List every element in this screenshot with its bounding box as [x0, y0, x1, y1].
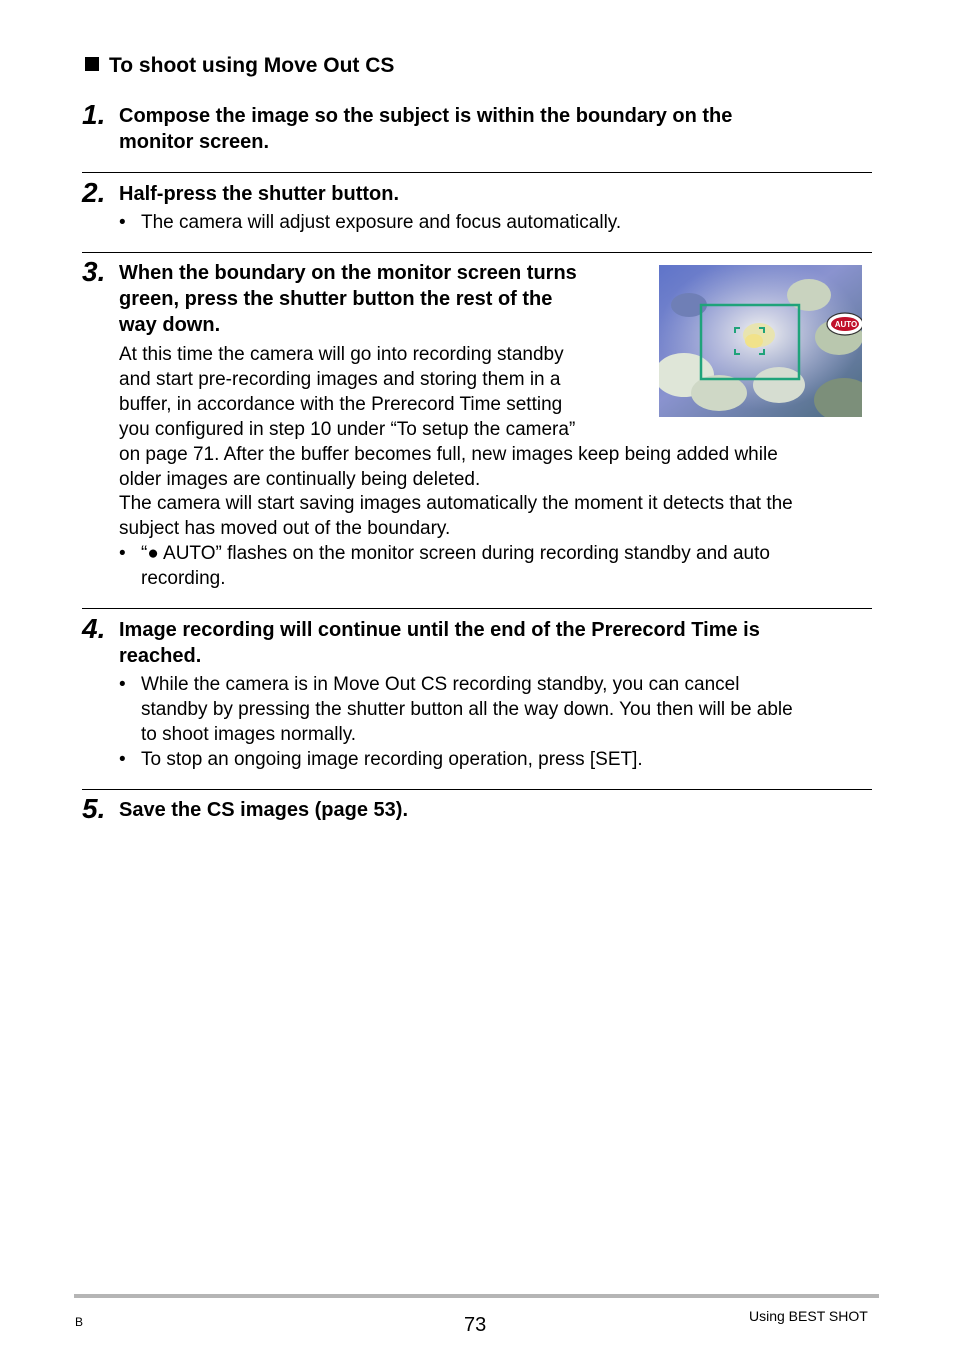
step-4-number: 4.: [82, 613, 106, 644]
square-bullet-icon: [85, 57, 99, 71]
footer-left-label: B: [75, 1315, 84, 1329]
step-3-paragraph-1: At this time the camera will go into recording standby and start pre-recording images and storing them in a buffer, in accordance with the Prerecord Time setting you configured in step 10 under “To setup the camera” on page 71. After the buffer becomes full, new images keep being added while older images are continually being deleted.: [119, 344, 778, 490]
step-4-bullet-2: • To stop an ongoing image recording operation, press [SET].: [119, 749, 643, 770]
step-divider: [82, 252, 872, 253]
footer-section-label: Using BEST SHOT: [749, 1308, 868, 1324]
step-1-number: 1.: [82, 99, 106, 130]
footer-divider: [74, 1294, 879, 1298]
section-title: To shoot using Move Out CS: [109, 54, 395, 77]
step-3-number: 3.: [82, 256, 106, 287]
step-2-title: Half-press the shutter button.: [119, 183, 400, 205]
step-3-bullet: • “● AUTO” flashes on the monitor screen during recording standby and auto recording.: [119, 543, 770, 589]
step-5-number: 5.: [82, 793, 106, 824]
page-number: 73: [464, 1314, 487, 1336]
step-2-number: 2.: [82, 177, 106, 208]
section-heading: [85, 54, 394, 78]
auto-badge: AUTO: [834, 320, 858, 329]
step-2-bullet: • The camera will adjust exposure and focus automatically.: [119, 212, 622, 233]
step-divider: [82, 172, 872, 173]
step-4-bullet-1: • While the camera is in Move Out CS recording standby, you can cancel standby by pressing the shutter button all the way down. You then will be able to shoot images normally.: [119, 674, 793, 745]
step-5-title: Save the CS images (page 53).: [119, 799, 409, 821]
step-divider: [82, 789, 872, 790]
step-1-title: Compose the image so the subject is within the boundary on the monitor screen.: [119, 105, 733, 153]
step-3-paragraph-2: The camera will start saving images automatically the moment it detects that the subject has moved out of the boundary.: [119, 493, 793, 539]
step-4-title: Image recording will continue until the end of the Prerecord Time is reached.: [119, 619, 760, 667]
step-3-title: When the boundary on the monitor screen turns green, press the shutter button the rest of the way down.: [119, 262, 577, 336]
step-divider: [82, 608, 872, 609]
